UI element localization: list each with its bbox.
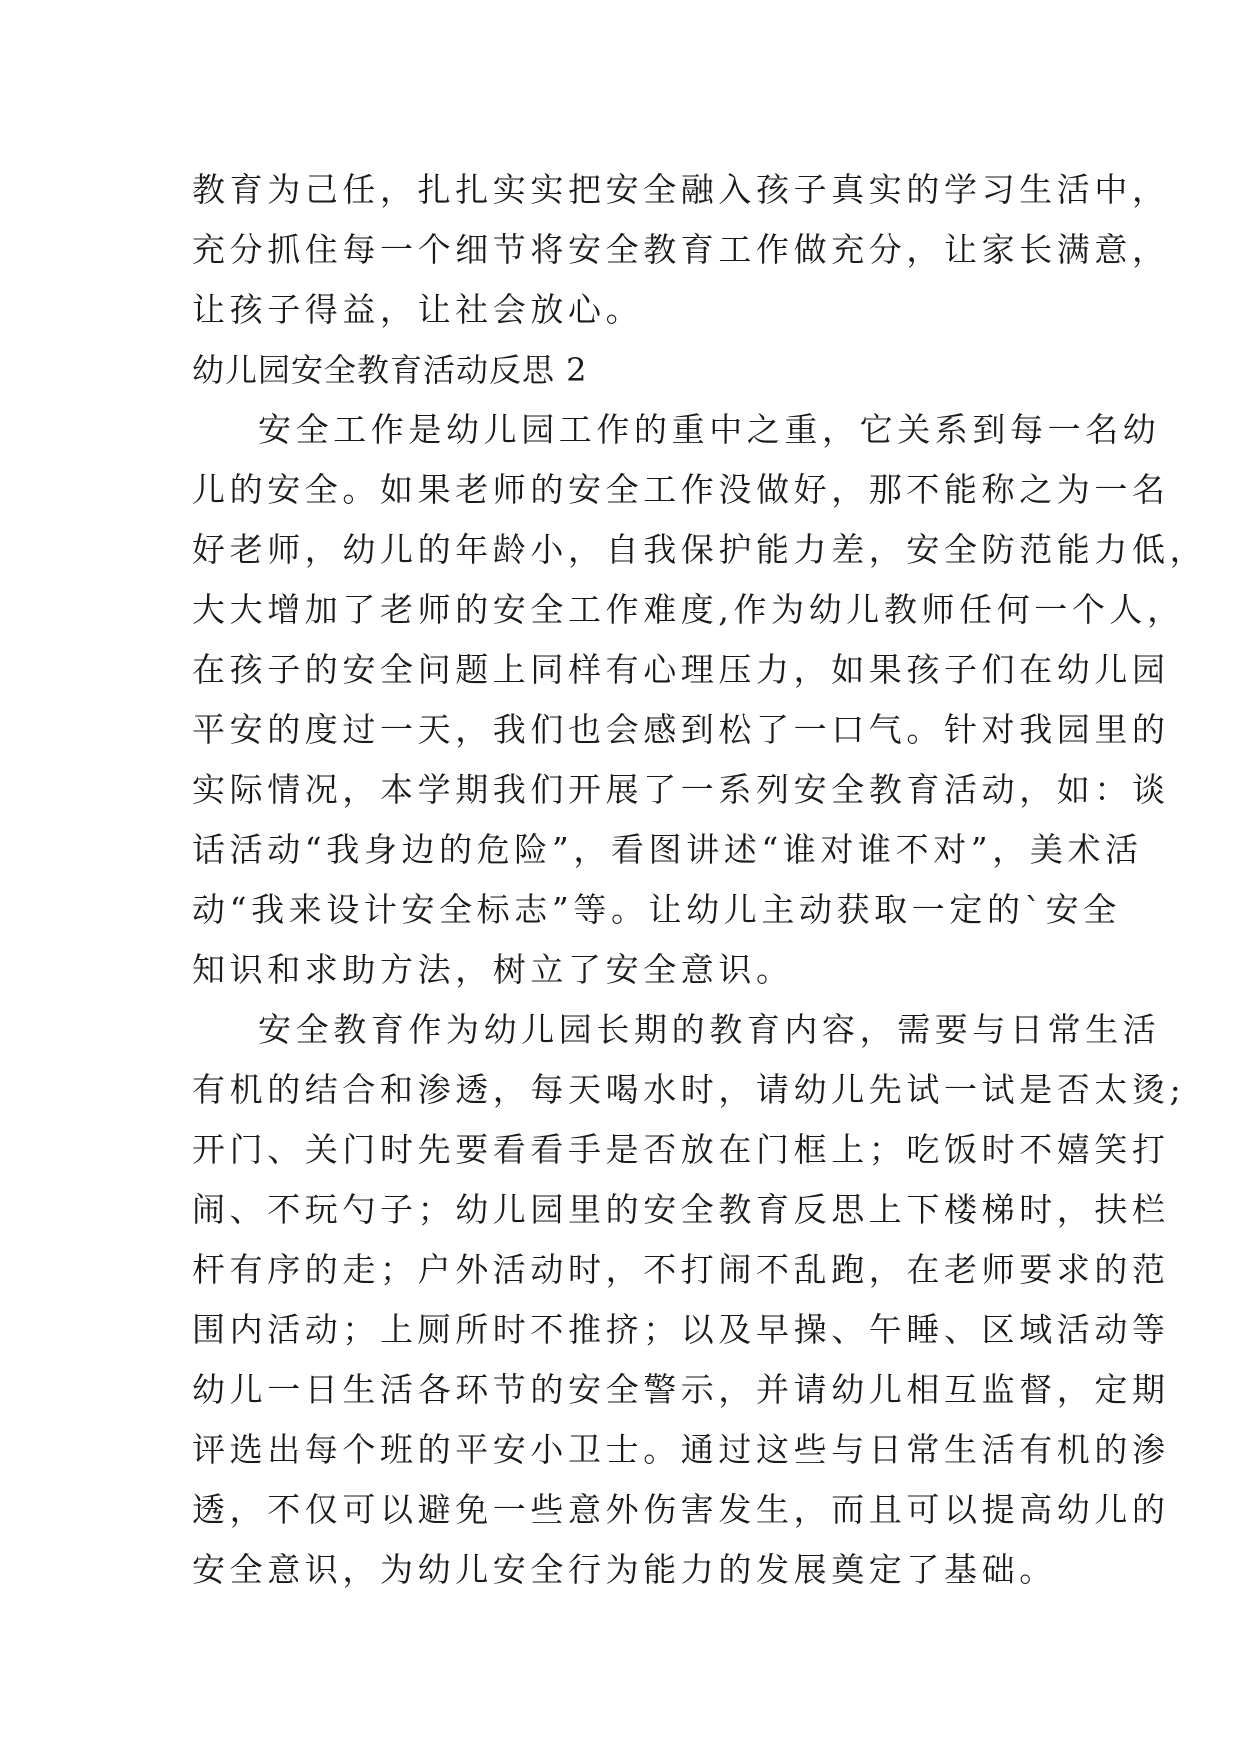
text-line: 围内活动；上厕所时不推挤；以及早操、午睡、区域活动等 xyxy=(192,1310,1170,1349)
text-line: 充分抓住每一个细节将安全教育工作做充分，让家长满意， xyxy=(192,230,1170,269)
text-line: 杆有序的走；户外活动时，不打闹不乱跑，在老师要求的范 xyxy=(192,1250,1170,1289)
text-line: 安全教育作为幼儿园长期的教育内容，需要与日常生活 xyxy=(258,1010,1161,1049)
text-line: 动“我来设计安全标志”等。让幼儿主动获取一定的`安全 xyxy=(192,890,1121,929)
text-line: 实际情况，本学期我们开展了一系列安全教育活动，如：谈 xyxy=(192,770,1170,809)
text-line: 闹、不玩勺子；幼儿园里的安全教育反思上下楼梯时，扶栏 xyxy=(192,1190,1170,1229)
text-line: 评选出每个班的平安小卫士。通过这些与日常生活有机的渗 xyxy=(192,1430,1170,1469)
text-line: 开门、关门时先要看看手是否放在门框上；吃饭时不嬉笑打 xyxy=(192,1130,1170,1169)
section-title: 幼儿园安全教育活动反思 2 xyxy=(192,351,588,389)
text-line: 透，不仅可以避免一些意外伤害发生，而且可以提高幼儿的 xyxy=(192,1490,1170,1529)
text-line: 幼儿一日生活各环节的安全警示，并请幼儿相互监督，定期 xyxy=(192,1370,1170,1409)
text-line: 知识和求助方法，树立了安全意识。 xyxy=(192,950,794,989)
text-line: 大大增加了老师的安全工作难度,作为幼儿教师任何一个人， xyxy=(192,590,1185,629)
continuation-paragraph xyxy=(192,160,1170,340)
document-page xyxy=(192,160,1208,1600)
paragraph-1 xyxy=(192,400,1208,1000)
text-line: 安全工作是幼儿园工作的重中之重，它关系到每一名幼 xyxy=(258,410,1161,449)
text-line: 话活动“我身边的危险”，看图讲述“谁对谁不对”，美术活 xyxy=(192,830,1143,869)
text-line: 平安的度过一天，我们也会感到松了一口气。针对我园里的 xyxy=(192,710,1170,749)
text-line: 好老师，幼儿的年龄小，自我保护能力差，安全防范能力低， xyxy=(192,530,1208,569)
text-line: 让孩子得益，让社会放心。 xyxy=(192,290,644,329)
text-line: 在孩子的安全问题上同样有心理压力，如果孩子们在幼儿园 xyxy=(192,650,1170,689)
text-line: 儿的安全。如果老师的安全工作没做好，那不能称之为一名 xyxy=(192,470,1170,509)
paragraph-2 xyxy=(192,1000,1186,1600)
text-line: 有机的结合和渗透，每天喝水时，请幼儿先试一试是否太烫; xyxy=(192,1070,1186,1109)
text-line: 教育为己任，扎扎实实把安全融入孩子真实的学习生活中， xyxy=(192,170,1170,209)
text-line: 安全意识，为幼儿安全行为能力的发展奠定了基础。 xyxy=(192,1550,1057,1589)
